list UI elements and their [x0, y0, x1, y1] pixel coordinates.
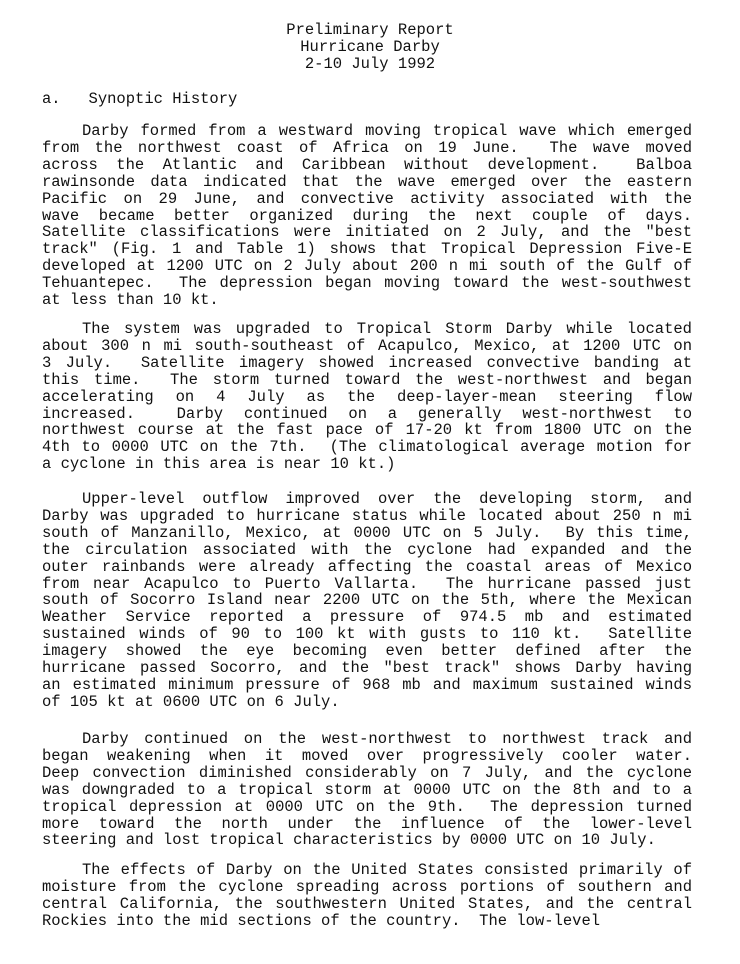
text-line: increased. Darby continued on a generally west-northwest to	[42, 404, 692, 423]
text-line: this time. The storm turned toward the west-northwest and began	[42, 370, 692, 389]
text-line: the circulation associated with the cyclone had expanded and the	[42, 540, 692, 559]
text-line: accelerating on 4 July as the deep-layer-mean steering flow	[42, 387, 692, 406]
text-line: began weakening when it moved over progressively cooler water.	[42, 746, 692, 765]
text-line: wave became better organized during the next couple of days.	[42, 206, 692, 225]
text-line: rawinsonde data indicated that the wave emerged over the eastern	[42, 172, 692, 191]
paragraph-formation	[42, 123, 692, 309]
text-line: south of Socorro Island near 2200 UTC on the 5th, where the Mexican	[42, 591, 692, 610]
text-line: Tehuantepec. The depression began moving toward the west-southwest	[42, 274, 692, 293]
section-title: Synoptic History	[88, 90, 238, 108]
text-line: developed at 1200 UTC on 2 July about 200 n mi south of the Gulf of	[42, 257, 692, 276]
section-heading	[42, 90, 237, 108]
text-line: 3 July. Satellite imagery showed increased convective banding at	[42, 353, 692, 372]
text-line: tropical depression at 0000 UTC on the 9th. The depression turned	[42, 797, 692, 816]
storm-name: Hurricane Darby	[300, 38, 440, 56]
text-line: steering and lost tropical characteristics by 0000 UTC on 10 July.	[42, 831, 656, 850]
text-line: Deep convection diminished considerably on 7 July, and the cyclone	[42, 763, 692, 782]
report-title: Preliminary Report	[286, 21, 454, 39]
text-line: was downgraded to a tropical storm at 0000 UTC on the 8th and to a	[42, 780, 692, 799]
text-line: of 105 kt at 0600 UTC on 6 July.	[42, 692, 340, 711]
text-line: a cyclone in this area is near 10 kt.)	[42, 455, 396, 474]
text-line: Darby was upgraded to hurricane status while located about 250 n mi	[42, 506, 692, 525]
text-line: hurricane passed Socorro, and the "best track" shows Darby having	[42, 659, 692, 678]
paragraph-us-effects	[42, 862, 692, 930]
text-line: sustained winds of 90 to 100 kt with gusts to 110 kt. Satellite	[42, 625, 692, 644]
text-line: Darby formed from a westward moving tropical wave which emerged	[82, 122, 692, 140]
paragraph-tropical-storm	[42, 321, 692, 473]
text-line: Rockies into the mid sections of the country. The low-level	[42, 911, 601, 930]
text-line: outer rainbands were already affecting the coastal areas of Mexico	[42, 557, 692, 576]
text-line: from the northwest coast of Africa on 19 June. The wave moved	[42, 138, 692, 157]
text-line: The system was upgraded to Tropical Storm Darby while located	[82, 320, 692, 338]
storm-dates: 2-10 July 1992	[304, 55, 436, 73]
text-line: The effects of Darby on the United States consisted primarily of	[82, 861, 692, 879]
text-line: Pacific on 29 June, and convective activity associated with the	[42, 189, 692, 208]
text-line: an estimated minimum pressure of 968 mb and maximum sustained winds	[42, 675, 692, 694]
text-line: Darby continued on the west-northwest to northwest track and	[82, 730, 692, 748]
text-line: at less than 10 kt.	[42, 291, 219, 310]
text-line: across the Atlantic and Caribbean without development. Balboa	[42, 155, 692, 174]
text-line: northwest course at the fast pace of 17-20 kt from 1800 UTC on the	[42, 421, 692, 440]
section-label: a.	[42, 90, 61, 108]
text-line: 4th to 0000 UTC on the 7th. (The climatological average motion for	[42, 438, 692, 457]
text-line: Satellite classifications were initiated on 2 July, and the "best	[42, 223, 692, 242]
text-line: more toward the north under the influence of the lower-level	[42, 814, 692, 833]
text-line: central California, the southwestern United States, and the central	[42, 894, 692, 913]
text-line: imagery showed the eye becoming even better defined after the	[42, 642, 692, 661]
report-header	[0, 22, 740, 73]
text-line: Upper-level outflow improved over the developing storm, and	[82, 490, 692, 508]
paragraph-weakening	[42, 731, 692, 849]
text-line: from near Acapulco to Puerto Vallarta. The hurricane passed just	[42, 574, 692, 593]
paragraph-hurricane	[42, 491, 692, 711]
text-line: moisture from the cyclone spreading across portions of southern and	[42, 877, 692, 896]
text-line: Weather Service reported a pressure of 974.5 mb and estimated	[42, 608, 692, 627]
text-line: south of Manzanillo, Mexico, at 0000 UTC on 5 July. By this time,	[42, 523, 692, 542]
text-line: track" (Fig. 1 and Table 1) shows that Tropical Depression Five-E	[42, 240, 692, 259]
text-line: about 300 n mi south-southeast of Acapulco, Mexico, at 1200 UTC on	[42, 336, 692, 355]
